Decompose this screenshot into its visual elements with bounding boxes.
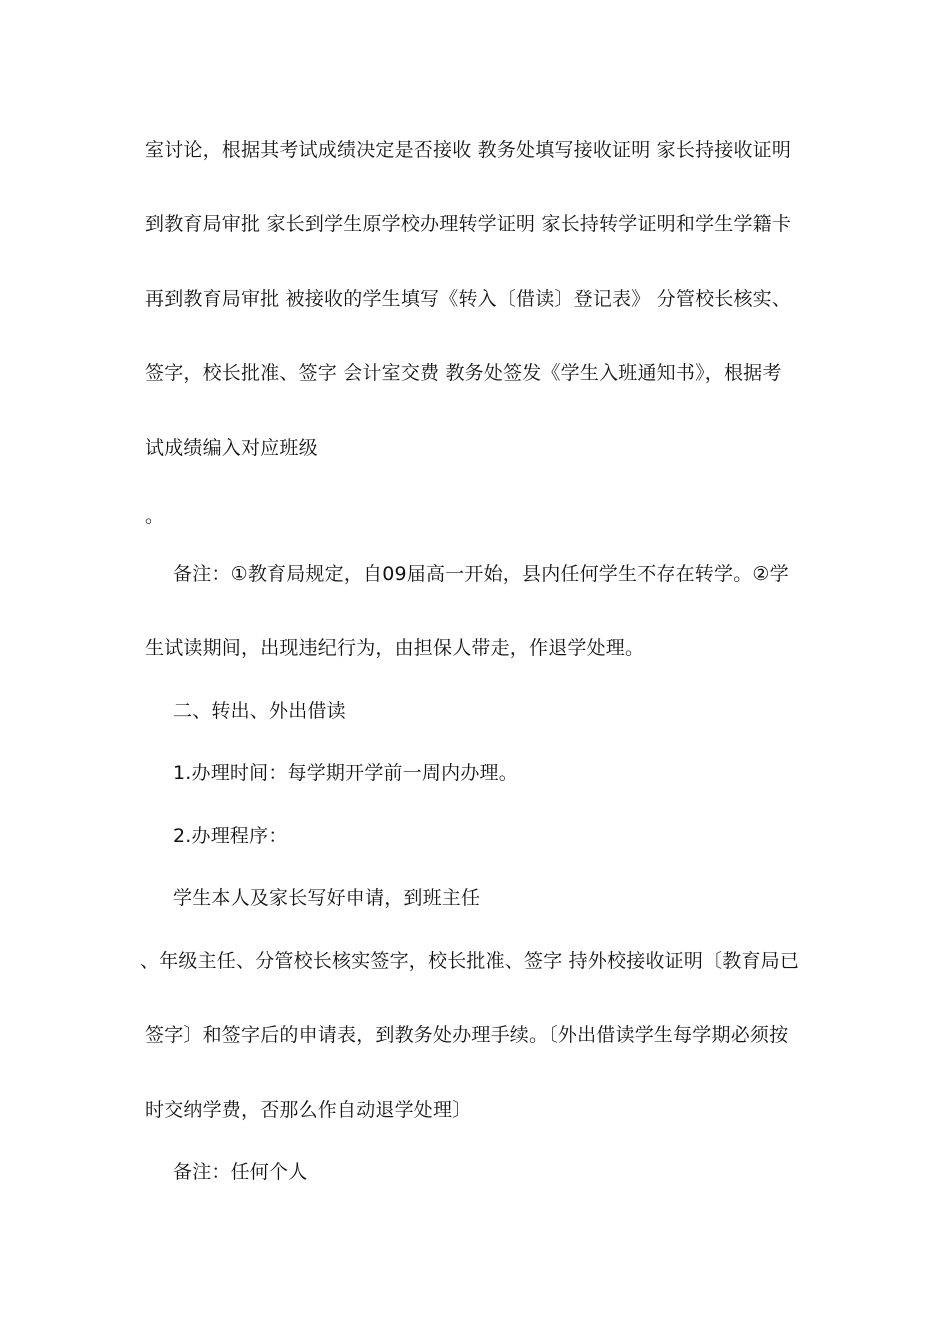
- paragraph-line-5: 试成绩编入对应班级: [145, 437, 318, 459]
- procedure-line-2: 、年级主任、分管校长核实签字，校长批准、签字 持外校接收证明〔教育局已: [140, 950, 800, 972]
- procedure-line-3: 签字〕和签字后的申请表，到教务处办理手续。〔外出借读学生每学期必须按: [145, 1024, 789, 1046]
- handling-procedure-label: 2.办理程序：: [173, 825, 288, 847]
- note-line-1: 备注：①教育局规定，自09届高一开始，县内任何学生不存在转学。②学: [173, 563, 789, 585]
- note-line-2: 生试读期间，出现违纪行为，由担保人带走，作退学处理。: [145, 637, 645, 659]
- handling-time: 1.办理时间：每学期开学前一周内办理。: [173, 762, 518, 784]
- paragraph-line-6: 。: [145, 505, 165, 527]
- procedure-line-1: 学生本人及家长写好申请，到班主任: [173, 887, 481, 909]
- procedure-line-4: 时交纳学费，否那么作自动退学处理〕: [145, 1099, 472, 1121]
- paragraph-line-4: 签字，校长批准、签字 会计室交费 教务处签发《学生入班通知书》，根据考: [145, 362, 782, 384]
- paragraph-line-2: 到教育局审批 家长到学生原学校办理转学证明 家长持转学证明和学生学籍卡: [145, 213, 792, 235]
- note-final: 备注：任何个人: [173, 1161, 308, 1183]
- paragraph-line-3: 再到教育局审批 被接收的学生填写《转入〔借读〕登记表》 分管校长核实、: [145, 288, 792, 310]
- paragraph-line-1: 室讨论，根据其考试成绩决定是否接收 教务处填写接收证明 家长持接收证明: [145, 139, 792, 161]
- section-heading: 二、转出、外出借读: [173, 700, 346, 722]
